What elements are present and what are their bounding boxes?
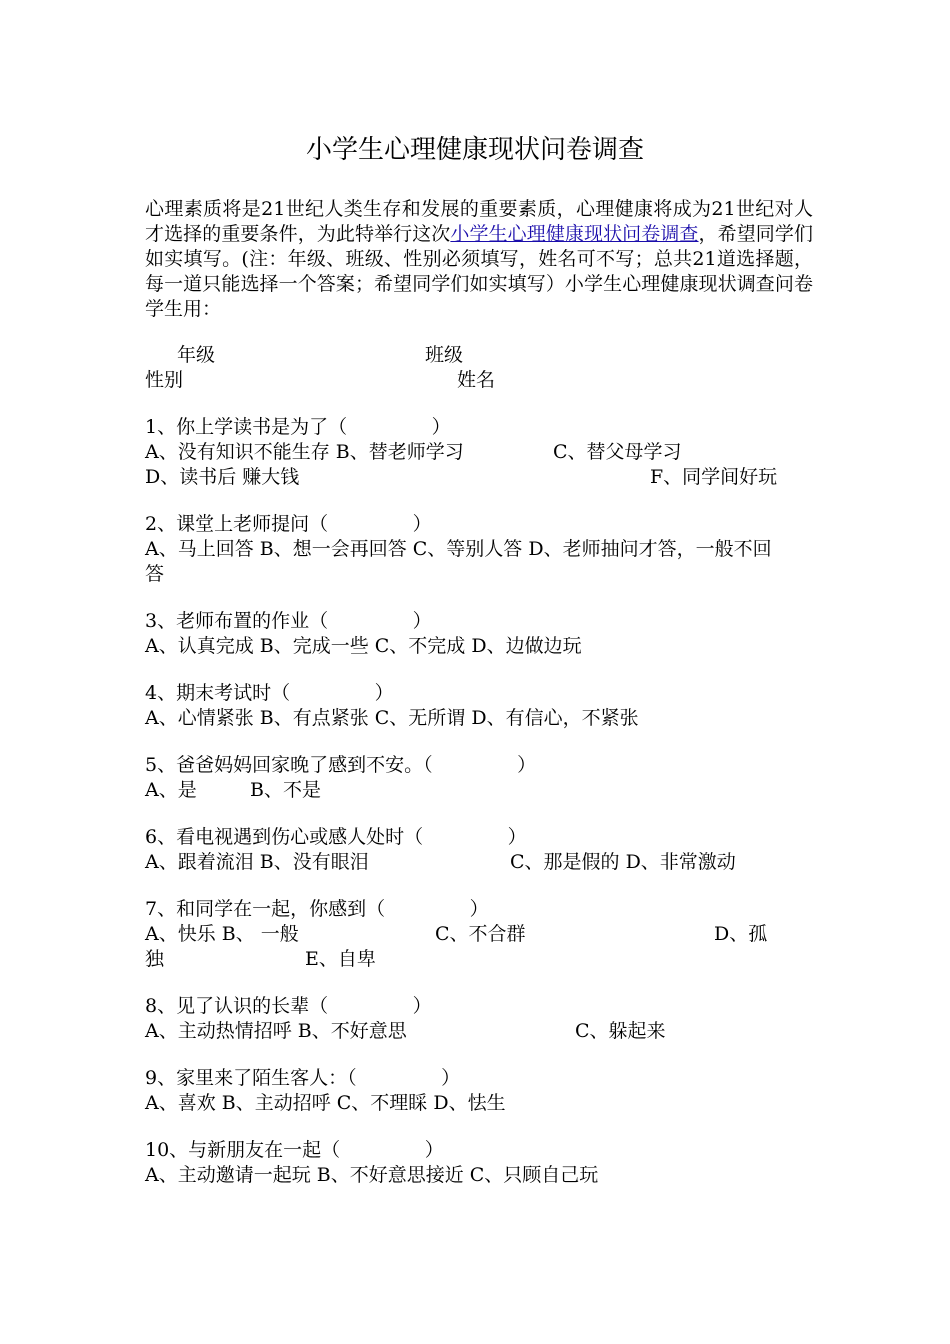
page-title: 小学生心理健康现状问卷调查 xyxy=(305,135,644,165)
question-9-options: A、喜欢 B、主动招呼 C、不理睬 D、怯生 xyxy=(145,1092,506,1114)
question-7-option-ab: A、快乐 B、 一般 xyxy=(145,923,299,945)
question-4: 4、期末考试时（ ） xyxy=(145,682,394,704)
name-label: 姓名 xyxy=(457,369,496,391)
grade-label: 年级 xyxy=(177,344,216,366)
question-1-option-c: C、替父母学习 xyxy=(553,441,682,463)
question-1-option-ab: A、没有知识不能生存 B、替老师学习 xyxy=(145,441,464,463)
question-4-options: A、心情紧张 B、有点紧张 C、无所谓 D、有信心，不紧张 xyxy=(145,707,639,729)
question-3: 3、老师布置的作业（ ） xyxy=(145,610,432,632)
question-2-options-wrap: 答 xyxy=(145,563,165,585)
question-7: 7、和同学在一起，你感到（ ） xyxy=(145,898,489,920)
question-7-option-e: E、自卑 xyxy=(305,948,376,970)
question-1: 1、你上学读书是为了（ ） xyxy=(145,416,451,438)
question-2: 2、课堂上老师提问（ ） xyxy=(145,513,432,535)
question-8: 8、见了认识的长辈（ ） xyxy=(145,995,432,1017)
question-5-option-a: A、是 xyxy=(145,779,197,801)
class-label: 班级 xyxy=(425,344,464,366)
intro-paragraph xyxy=(145,197,813,322)
question-7-option-c: C、不合群 xyxy=(435,923,526,945)
question-1-option-d: D、读书后 赚大钱 xyxy=(145,466,300,488)
question-7-option-d-wrap: 独 xyxy=(145,948,165,970)
question-6: 6、看电视遇到伤心或感人处时（ ） xyxy=(145,826,527,848)
question-9: 9、家里来了陌生客人：（ ） xyxy=(145,1067,461,1089)
question-6-option-cd: C、那是假的 D、非常激动 xyxy=(510,851,736,873)
question-8-option-ab: A、主动热情招呼 B、不好意思 xyxy=(145,1020,407,1042)
question-7-option-d: D、孤 xyxy=(714,923,768,945)
question-2-options: A、马上回答 B、想一会再回答 C、等别人答 D、老师抽问才答，一般不回 xyxy=(145,538,772,560)
question-1-option-f: F、同学间好玩 xyxy=(650,466,778,488)
intro-text-2: ，希望同学们如实填写。(注：年级、班级、性别必须填写，姓名可不写；总共21道选择题，每一道只能选择一个答案；希望同学们如实填写）小学生心理健康现状调查问卷学生用： xyxy=(145,223,813,320)
intro-text-1: 心理素质将是21世纪人类生存和发展的重要素质，心理健康将成为21世纪对人才选择的重要条件，为此特举行这次 xyxy=(145,198,813,245)
gender-label: 性别 xyxy=(145,369,184,391)
question-5: 5、爸爸妈妈回家晚了感到不安。（ ） xyxy=(145,754,537,776)
question-5-option-b: B、不是 xyxy=(250,779,321,801)
question-8-option-c: C、躲起来 xyxy=(575,1020,666,1042)
question-3-options: A、认真完成 B、完成一些 C、不完成 D、边做边玩 xyxy=(145,635,582,657)
question-10-options: A、主动邀请一起玩 B、不好意思接近 C、只顾自己玩 xyxy=(145,1164,599,1186)
question-6-option-ab: A、跟着流泪 B、没有眼泪 xyxy=(145,851,369,873)
question-10: 10、与新朋友在一起（ ） xyxy=(145,1139,444,1161)
survey-link[interactable]: 小学生心理健康现状问卷调查 xyxy=(450,223,699,245)
